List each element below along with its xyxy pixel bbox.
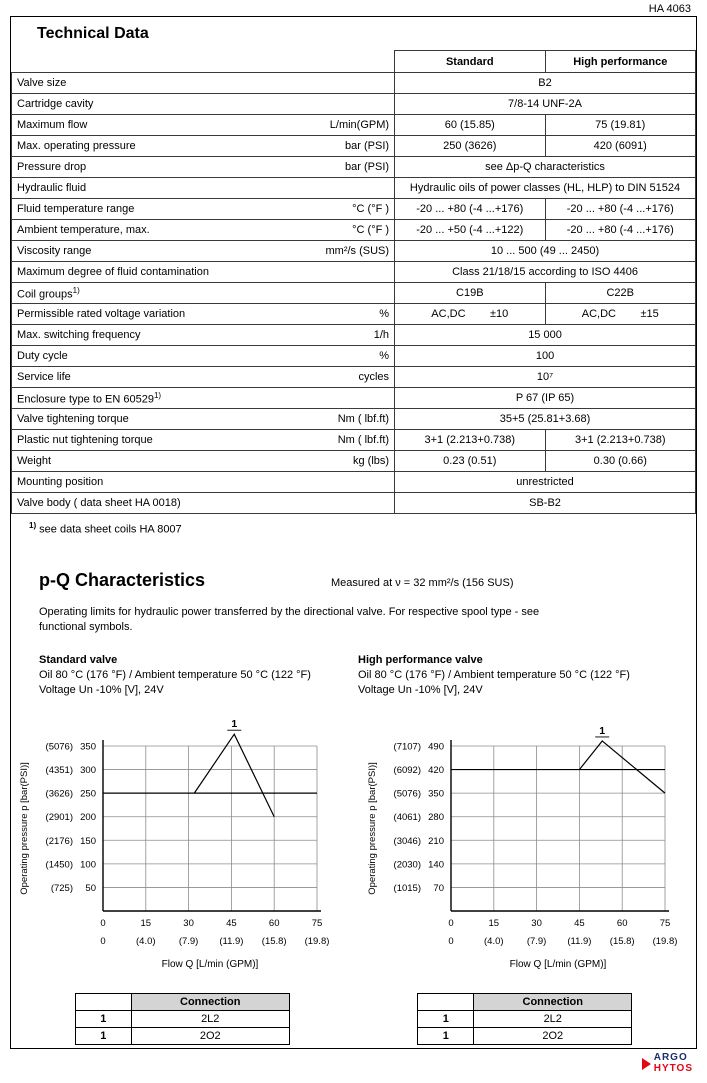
curve-label: 1 — [231, 718, 238, 731]
svg-text:(2901): (2901) — [45, 812, 73, 824]
table-row — [12, 220, 696, 241]
row-value-cell: -20 ... +80 (-4 ...+176) — [395, 199, 545, 220]
table-row — [12, 136, 696, 157]
technical-data-table — [11, 50, 696, 514]
svg-text:(5076): (5076) — [393, 788, 421, 800]
row-value-cell: -20 ... +50 (-4 ...+122) — [395, 220, 545, 241]
row-unit: % — [379, 350, 390, 362]
pq-chart-standard — [15, 706, 345, 983]
svg-text:(6092): (6092) — [393, 765, 421, 777]
technical-data-title: Technical Data — [37, 25, 149, 42]
row-label-cell — [12, 136, 395, 157]
pq-chart-svg — [15, 706, 339, 978]
svg-text:(725): (725) — [50, 882, 73, 894]
row-label-inner — [17, 497, 389, 509]
high-performance-valve-block — [358, 653, 696, 698]
row-value-cell: 10⁷ — [395, 367, 696, 388]
row-label-inner — [17, 245, 389, 257]
svg-text:(19.8): (19.8) — [304, 935, 330, 947]
row-value-cell: -20 ... +80 (-4 ...+176) — [545, 199, 695, 220]
table-row — [12, 409, 696, 430]
svg-text:350: 350 — [428, 788, 444, 800]
svg-text:(3626): (3626) — [45, 788, 73, 800]
row-label-inner — [17, 161, 389, 173]
row-label: Max. switching frequency — [17, 329, 141, 341]
page-frame — [10, 16, 697, 1049]
row-label-cell — [12, 283, 395, 304]
svg-text:(11.9): (11.9) — [567, 935, 592, 947]
connection-row — [418, 1010, 632, 1027]
row-value-cell: see Δp-Q characteristics — [395, 157, 696, 178]
connection-curve-number: 1 — [418, 1010, 474, 1027]
pq-chart-high-performance — [363, 706, 693, 983]
svg-text:(3046): (3046) — [393, 835, 421, 847]
table-row — [12, 430, 696, 451]
row-label-inner — [17, 224, 389, 236]
row-value-cell: AC,DC ±15 — [545, 304, 695, 325]
row-label: Fluid temperature range — [17, 203, 135, 215]
standard-valve-block — [11, 653, 358, 698]
svg-text:100: 100 — [80, 859, 96, 871]
connection-table-standard-wrap — [11, 993, 354, 1045]
connection-header-label: Connection — [474, 993, 632, 1010]
connection-spool-code: 2O2 — [131, 1027, 289, 1044]
svg-text:0: 0 — [448, 935, 454, 947]
row-label-cell — [12, 94, 395, 115]
svg-text:0: 0 — [448, 917, 454, 929]
standard-valve-voltage: Voltage Un -10% [V], 24V — [39, 684, 164, 697]
table-header-row — [12, 51, 696, 73]
svg-text:(7.9): (7.9) — [178, 935, 199, 947]
row-label-inner — [17, 455, 389, 467]
svg-text:15: 15 — [140, 917, 152, 929]
table-header-empty-cell — [12, 51, 395, 73]
row-label-inner — [17, 371, 389, 383]
x-axis-title: Flow Q [L/min (GPM)] — [161, 958, 259, 970]
connection-spool-code: 2L2 — [131, 1010, 289, 1027]
svg-text:140: 140 — [428, 859, 444, 871]
row-unit: L/min(GPM) — [329, 119, 390, 131]
row-label-cell — [12, 304, 395, 325]
curve-label: 1 — [599, 724, 606, 737]
row-label-cell — [12, 367, 395, 388]
row-label-inner — [17, 434, 389, 446]
footnote-marker: 1) — [29, 521, 37, 530]
row-value-cell: 100 — [395, 346, 696, 367]
connection-row — [75, 1027, 289, 1044]
table-row — [12, 73, 696, 94]
row-label-inner — [17, 98, 389, 110]
row-label-cell — [12, 178, 395, 199]
row-label: Permissible rated voltage variation — [17, 308, 186, 320]
row-value-cell: C19B — [395, 283, 545, 304]
connection-table — [417, 993, 632, 1045]
svg-text:350: 350 — [80, 741, 96, 753]
svg-text:45: 45 — [226, 917, 237, 929]
row-value-cell: -20 ... +80 (-4 ...+176) — [545, 220, 695, 241]
row-label-cell — [12, 199, 395, 220]
row-unit: % — [379, 308, 390, 320]
row-label-inner — [17, 119, 389, 131]
row-label-cell — [12, 115, 395, 136]
table-row — [12, 157, 696, 178]
svg-text:0: 0 — [100, 935, 106, 947]
connection-table-high-performance-wrap — [354, 993, 697, 1045]
svg-text:250: 250 — [80, 788, 96, 800]
row-label-cell — [12, 472, 395, 493]
row-label-cell — [12, 388, 395, 409]
y-axis-title: Operating pressure p [bar(PSI)] — [19, 762, 30, 895]
connection-spool-code: 2L2 — [474, 1010, 632, 1027]
row-label-inner — [17, 140, 389, 152]
row-value-cell: B2 — [395, 73, 696, 94]
row-label: Enclosure type to EN 60529$^{1)}$ — [17, 390, 162, 406]
connection-header-row — [418, 993, 632, 1010]
svg-text:420: 420 — [428, 765, 444, 777]
row-unit: mm²/s (SUS) — [325, 245, 390, 257]
row-value-cell: 7/8-14 UNF-2A — [395, 94, 696, 115]
row-value-cell: P 67 (IP 65) — [395, 388, 696, 409]
svg-text:(7107): (7107) — [393, 741, 421, 753]
table-row — [12, 304, 696, 325]
row-label: Service life — [17, 371, 71, 383]
connection-header-row — [75, 993, 289, 1010]
svg-text:200: 200 — [80, 812, 96, 824]
pq-description-line: Operating limits for hydraulic power transferred by the directional valve. For respective spool type - see — [39, 605, 540, 618]
table-row — [12, 115, 696, 136]
row-label: Cartridge cavity — [17, 98, 94, 110]
row-value-cell: Hydraulic oils of power classes (HL, HLP) to DIN 51524 — [395, 178, 696, 199]
row-label-inner — [17, 182, 389, 194]
row-label: Maximum flow — [17, 119, 88, 131]
svg-text:15: 15 — [488, 917, 500, 929]
row-label-inner — [17, 308, 389, 320]
row-label: Maximum degree of fluid contamination — [17, 266, 209, 278]
row-label-inner — [17, 413, 389, 425]
row-label-inner — [17, 476, 389, 488]
connection-curve-number: 1 — [418, 1027, 474, 1044]
row-label-cell — [12, 241, 395, 262]
connection-curve-number: 1 — [75, 1010, 131, 1027]
table-row — [12, 178, 696, 199]
row-label: Duty cycle — [17, 350, 68, 362]
svg-text:60: 60 — [268, 917, 280, 929]
connection-header-label: Connection — [131, 993, 289, 1010]
row-label: Hydraulic fluid — [17, 182, 87, 194]
row-unit: Nm ( lbf.ft) — [337, 434, 390, 446]
row-unit: Nm ( lbf.ft) — [337, 413, 390, 425]
high-performance-valve-conditions: Oil 80 °C (176 °F) / Ambient temperature 50 °C (122 °F) — [358, 669, 630, 682]
row-value-cell: 250 (3626) — [395, 136, 545, 157]
row-unit: bar (PSI) — [345, 140, 390, 152]
footnote-text: see data sheet coils HA 8007 — [36, 523, 182, 536]
row-label: Valve body ( data sheet HA 0018) — [17, 497, 181, 509]
svg-text:280: 280 — [428, 812, 444, 824]
argo-hytos-logo — [642, 1053, 693, 1074]
standard-valve-conditions: Oil 80 °C (176 °F) / Ambient temperature 50 °C (122 °F) — [39, 669, 311, 682]
row-label-cell — [12, 451, 395, 472]
svg-text:(19.8): (19.8) — [652, 935, 678, 947]
logo-argo: ARGO — [653, 1052, 688, 1063]
connection-row — [75, 1010, 289, 1027]
row-value-cell: 15 000 — [395, 325, 696, 346]
row-label-cell — [12, 346, 395, 367]
logo-hytos: HYTOS — [653, 1062, 693, 1074]
table-row — [12, 388, 696, 409]
pq-section-header — [39, 570, 696, 591]
row-label: Coil groups$^{1)}$ — [17, 285, 80, 301]
row-label-cell — [12, 73, 395, 94]
row-value-cell: 60 (15.85) — [395, 115, 545, 136]
row-value-cell: Class 21/18/15 according to ISO 4406 — [395, 262, 696, 283]
valve-condition-blocks — [11, 653, 696, 698]
row-label-inner — [17, 350, 389, 362]
row-label-cell — [12, 262, 395, 283]
high-performance-valve-heading: High performance valve — [358, 654, 483, 667]
row-label-cell — [12, 430, 395, 451]
row-label: Valve size — [17, 77, 67, 89]
row-label-inner — [17, 266, 389, 278]
table-row — [12, 493, 696, 514]
row-label: Weight — [17, 455, 52, 467]
svg-text:(15.8): (15.8) — [609, 935, 635, 947]
svg-text:490: 490 — [428, 741, 444, 753]
svg-text:(4.0): (4.0) — [136, 935, 156, 947]
table-row — [12, 451, 696, 472]
svg-text:75: 75 — [659, 917, 671, 929]
svg-text:(4351): (4351) — [45, 765, 73, 777]
row-value-cell: SB-B2 — [395, 493, 696, 514]
row-label-inner — [17, 203, 389, 215]
high-performance-valve-voltage: Voltage Un -10% [V], 24V — [358, 684, 483, 697]
row-label-cell — [12, 325, 395, 346]
svg-text:60: 60 — [616, 917, 628, 929]
table-row — [12, 199, 696, 220]
row-label: Viscosity range — [17, 245, 92, 257]
row-unit: °C (°F ) — [352, 224, 390, 236]
row-value-cell: 35+5 (25.81+3.68) — [395, 409, 696, 430]
row-label-cell — [12, 157, 395, 178]
row-label-sup: 1) — [153, 390, 162, 400]
logo-mark-icon — [642, 1058, 651, 1070]
row-label-cell — [12, 409, 395, 430]
svg-text:70: 70 — [433, 882, 444, 894]
connection-table — [75, 993, 290, 1045]
footnote — [29, 521, 696, 536]
row-value-cell: 420 (6091) — [545, 136, 695, 157]
table-row — [12, 346, 696, 367]
table-row — [12, 283, 696, 304]
row-value-cell: 10 ... 500 (49 ... 2450) — [395, 241, 696, 262]
row-label-inner — [17, 391, 389, 406]
row-label-inner — [17, 329, 389, 341]
pq-description — [39, 605, 696, 636]
row-value-cell: 3+1 (2.213+0.738) — [545, 430, 695, 451]
svg-text:(11.9): (11.9) — [219, 935, 244, 947]
svg-text:(2030): (2030) — [393, 859, 421, 871]
pq-measured-at: Measured at ν = 32 mm²/s (156 SUS) — [331, 576, 514, 589]
standard-valve-heading: Standard valve — [39, 654, 118, 667]
svg-text:45: 45 — [574, 917, 585, 929]
row-label: Mounting position — [17, 476, 104, 488]
row-label-cell — [12, 493, 395, 514]
pq-description-line: functional symbols. — [39, 621, 133, 634]
row-label: Plastic nut tightening torque — [17, 434, 153, 446]
table-row — [12, 262, 696, 283]
table-header-cell: High performance — [545, 51, 695, 73]
row-value-cell: 75 (19.81) — [545, 115, 695, 136]
svg-text:50: 50 — [85, 882, 96, 894]
row-value-cell: unrestricted — [395, 472, 696, 493]
row-label-inner — [17, 77, 389, 89]
row-label: Ambient temperature, max. — [17, 224, 150, 236]
connection-header-empty — [75, 993, 131, 1010]
row-label-sup: 1) — [72, 285, 80, 295]
logo-text — [654, 1053, 693, 1074]
table-header-cell: Standard — [395, 51, 545, 73]
row-label: Pressure drop — [17, 161, 87, 173]
row-value-cell: 3+1 (2.213+0.738) — [395, 430, 545, 451]
svg-text:(15.8): (15.8) — [261, 935, 287, 947]
x-axis-title: Flow Q [L/min (GPM)] — [509, 958, 607, 970]
row-label-inner — [17, 286, 389, 301]
row-unit: kg (lbs) — [352, 455, 390, 467]
svg-text:(1450): (1450) — [45, 859, 73, 871]
series-curve-1 — [194, 734, 274, 817]
pq-title: p-Q Characteristics — [39, 569, 206, 590]
svg-text:30: 30 — [531, 917, 542, 929]
svg-text:30: 30 — [183, 917, 194, 929]
table-row — [12, 325, 696, 346]
row-value-cell: 0.23 (0.51) — [395, 451, 545, 472]
svg-text:(7.9): (7.9) — [526, 935, 547, 947]
connection-spool-code: 2O2 — [474, 1027, 632, 1044]
pq-charts-row — [11, 706, 696, 983]
row-unit: 1/h — [373, 329, 390, 341]
svg-text:75: 75 — [311, 917, 323, 929]
row-value-cell: AC,DC ±10 — [395, 304, 545, 325]
connection-curve-number: 1 — [75, 1027, 131, 1044]
svg-text:(4061): (4061) — [393, 812, 421, 824]
svg-text:(1015): (1015) — [393, 882, 421, 894]
connection-row — [418, 1027, 632, 1044]
y-axis-title: Operating pressure p [bar(PSI)] — [367, 762, 378, 895]
row-label: Max. operating pressure — [17, 140, 136, 152]
svg-text:300: 300 — [80, 765, 96, 777]
row-unit: cycles — [358, 371, 390, 383]
table-row — [12, 367, 696, 388]
svg-text:0: 0 — [100, 917, 106, 929]
svg-text:150: 150 — [80, 835, 96, 847]
svg-text:(5076): (5076) — [45, 741, 73, 753]
row-value-cell: C22B — [545, 283, 695, 304]
table-row — [12, 241, 696, 262]
table-row — [12, 94, 696, 115]
svg-text:210: 210 — [428, 835, 444, 847]
row-unit: bar (PSI) — [345, 161, 390, 173]
connection-header-empty — [418, 993, 474, 1010]
connection-tables-row — [11, 993, 696, 1045]
doc-number: HA 4063 — [648, 3, 691, 15]
row-label: Valve tightening torque — [17, 413, 129, 425]
svg-text:(2176): (2176) — [45, 835, 73, 847]
svg-text:(4.0): (4.0) — [484, 935, 504, 947]
pq-chart-svg — [363, 706, 687, 978]
row-label-cell — [12, 220, 395, 241]
row-unit: °C (°F ) — [352, 203, 390, 215]
row-value-cell: 0.30 (0.66) — [545, 451, 695, 472]
table-row — [12, 472, 696, 493]
